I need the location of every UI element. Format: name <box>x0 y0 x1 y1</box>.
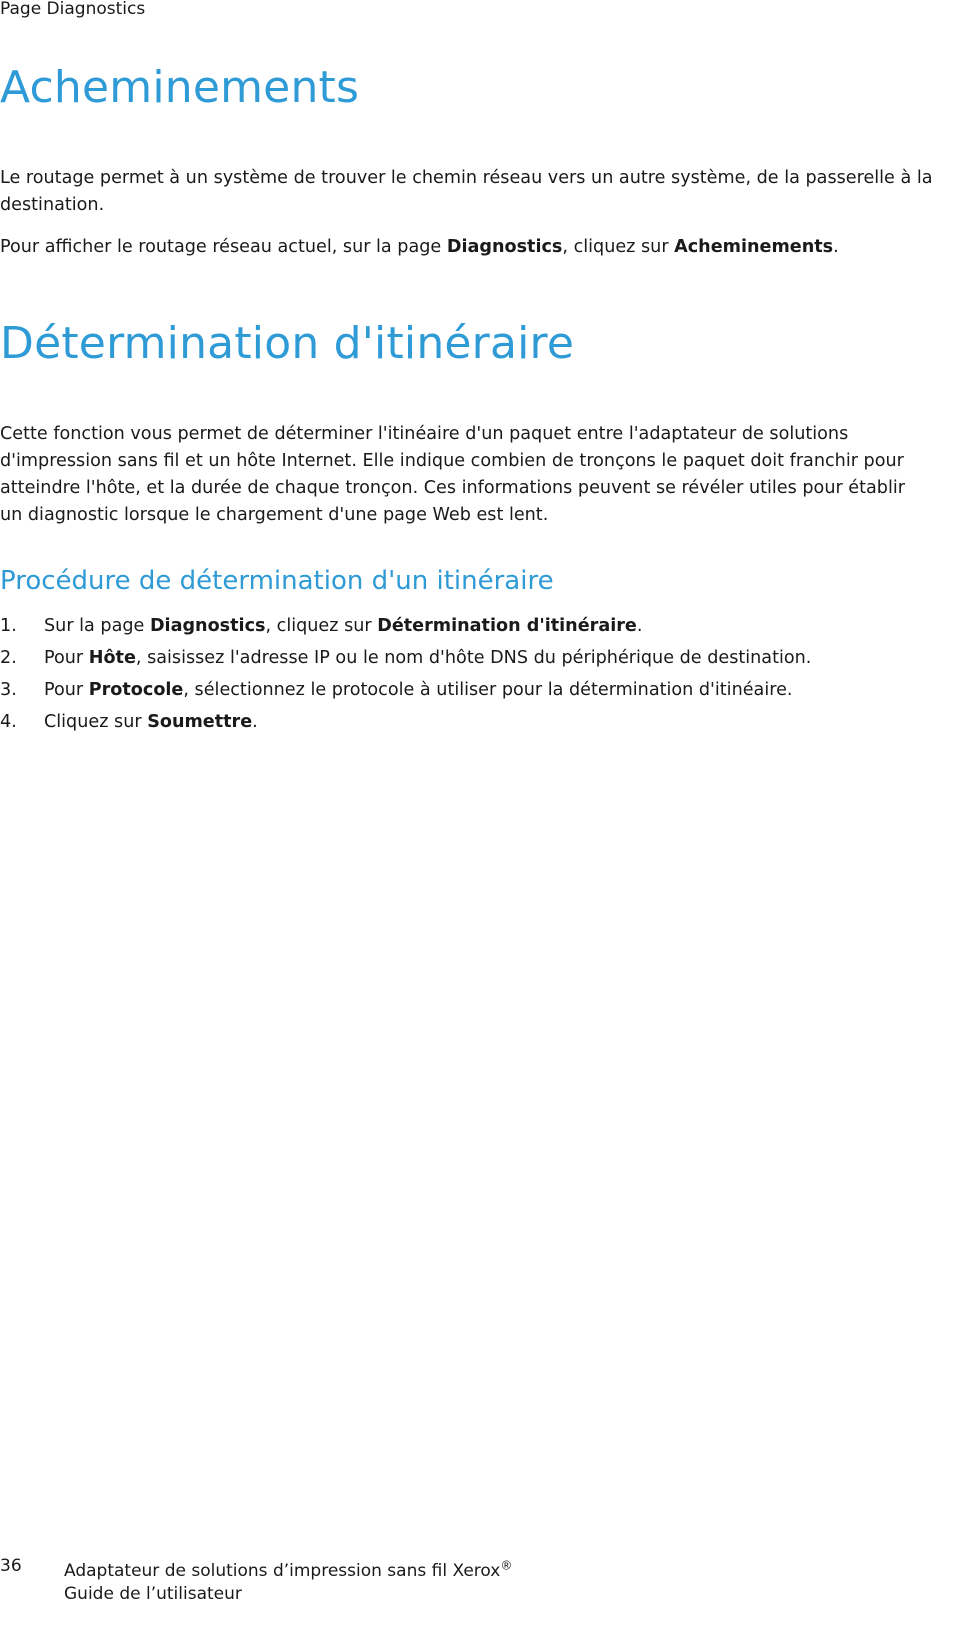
step-text-part: Pour <box>44 648 89 668</box>
footer-product-name <box>64 1560 512 1582</box>
footer-guide-title: Guide de l’utilisateur <box>64 1584 242 1604</box>
step-text-part: . <box>636 616 643 636</box>
routes-description-line-1: Le routage permet à un système de trouver le chemin réseau vers un autre système, de la passerelle à la <box>0 168 933 188</box>
routes-instruction-acheminements: Acheminements <box>674 237 834 257</box>
step-keyword: Diagnostics <box>149 616 266 636</box>
running-header: Page Diagnostics <box>0 0 146 19</box>
routes-instruction-text-1: Pour afficher le routage réseau actuel, sur la page <box>0 237 447 257</box>
step-text <box>44 614 642 638</box>
traceroute-description-line-1: Cette fonction vous permet de déterminer l'itinéaire d'un paquet entre l'adaptateur de solutions <box>0 424 849 444</box>
step-text <box>44 646 811 670</box>
step-text <box>44 710 258 734</box>
section-title-traceroute: Détermination d'itinéraire <box>0 318 575 369</box>
step-number: 2. <box>0 648 17 668</box>
routes-instruction <box>0 234 972 261</box>
step-keyword: Hôte <box>88 648 136 668</box>
page-footer <box>0 1551 972 1632</box>
step-text-part: Cliquez sur <box>44 712 148 732</box>
routes-instruction-diagnostics: Diagnostics <box>446 237 563 257</box>
page-number: 36 <box>0 1556 22 1576</box>
step-text-part: Sur la page <box>44 616 150 636</box>
step-keyword: Soumettre <box>147 712 253 732</box>
step-number: 3. <box>0 680 17 700</box>
section-title-routes: Acheminements <box>0 62 360 113</box>
footer-product-text: Adaptateur de solutions d’impression sans fil Xerox <box>64 1561 501 1581</box>
step-number: 4. <box>0 712 17 732</box>
step-text-part: , sélectionnez le protocole à utiliser pour la détermination d'itinéaire. <box>183 680 793 700</box>
step-text <box>44 678 792 702</box>
routes-instruction-text-2: , cliquez sur <box>562 237 675 257</box>
step-keyword: Détermination d'itinéraire <box>377 616 637 636</box>
traceroute-description-line-3: atteindre l'hôte, et la durée de chaque tronçon. Ces informations peuvent se révéler utiles pour établir <box>0 478 905 498</box>
traceroute-description-line-4: un diagnostic lorsque le chargement d'une page Web est lent. <box>0 505 549 525</box>
step-text-part: , saisissez l'adresse IP ou le nom d'hôte DNS du périphérique de destination. <box>135 648 812 668</box>
step-text-part: Pour <box>44 680 89 700</box>
step-number: 1. <box>0 616 17 636</box>
step-keyword: Protocole <box>88 680 184 700</box>
traceroute-description-line-2: d'impression sans fil et un hôte Internet. Elle indique combien de tronçons le paquet doit franchir pour <box>0 451 904 471</box>
step-text-part: . <box>252 712 258 732</box>
routes-instruction-text-3: . <box>833 237 839 257</box>
registered-trademark-symbol: ® <box>500 1558 513 1573</box>
routes-description-line-2: destination. <box>0 195 105 215</box>
procedure-title: Procédure de détermination d'un itinéraire <box>0 566 554 596</box>
traceroute-description <box>0 421 972 529</box>
step-text-part: , cliquez sur <box>265 616 378 636</box>
routes-description <box>0 165 972 219</box>
